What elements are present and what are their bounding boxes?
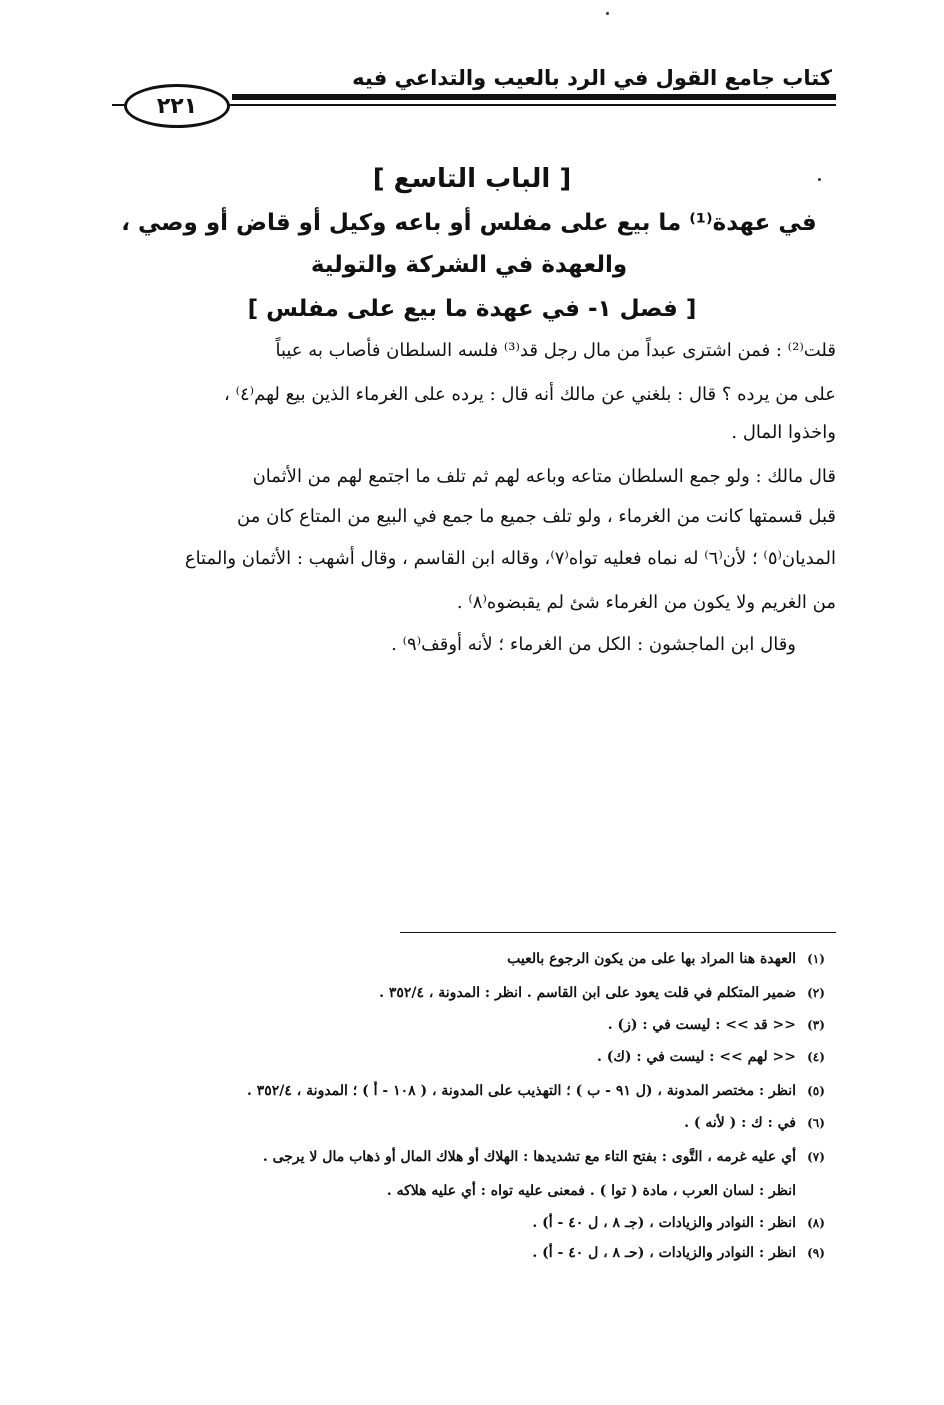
footnote-5 — [116, 1080, 836, 1102]
body-line: على من يرده ؟ قال : بلغني عن مالك أنه قال : يرده على الغرماء الذين بيع لهم⁽٤⁾ ، — [224, 384, 836, 405]
footnote-separator — [400, 932, 836, 933]
footnote-3 — [116, 1014, 836, 1036]
footnote-7-continuation — [116, 1180, 836, 1202]
footnote-text: في : ك : ( لأنه ) . — [684, 1115, 796, 1131]
section-title: [ فصل ١- في عهدة ما بيع على مفلس ] — [247, 296, 697, 322]
body-line: واخذوا المال . — [731, 422, 836, 443]
footnote-9 — [116, 1242, 836, 1264]
footnote-6 — [116, 1112, 836, 1134]
footnote-text: << قد >> : ليست في : (ز) . — [607, 1017, 796, 1033]
footnote-number: (٧) — [807, 1150, 825, 1164]
footnote-number: (٦) — [807, 1116, 825, 1130]
body-line: المديان⁽٥⁾ ؛ لأن⁽٦⁾ له نماه فعليه تواه⁽٧⁾، وقاله ابن القاسم ، وقال أشهب : الأثمان والمتاع — [184, 548, 836, 569]
footnote-text: << لهم >> : ليست في : (ك) . — [596, 1049, 796, 1065]
footnote-number: (١) — [807, 952, 825, 966]
footnote-1 — [116, 948, 836, 970]
footnote-number: (٣) — [807, 1018, 825, 1032]
footnote-text: أي عليه غرمه ، التَّوى : بفتح التاء مع تشديدها : الهلاك أو هلاك المال أو ذهاب مال لا يرجى . — [262, 1149, 796, 1165]
body-line: من الغريم ولا يكون من الغرماء شئ لم يقبضوه⁽٨⁾ . — [456, 592, 836, 613]
footnote-8 — [116, 1212, 836, 1234]
chapter-subtitle-line-1: في عهدة⁽¹⁾ ما بيع على مفلس أو باعه وكيل أو قاض أو وصي ، — [121, 210, 817, 236]
footnote-number: (٨) — [807, 1216, 825, 1230]
chapter-subtitle-line-2: والعهدة في الشركة والتولية — [310, 252, 628, 278]
page-number: ٢٢١ — [124, 84, 230, 128]
footnote-7 — [116, 1146, 836, 1168]
footnote-text: العهدة هنا المراد بها على من يكون الرجوع بالعيب — [507, 951, 796, 967]
footnote-number: (٩) — [807, 1246, 825, 1260]
footnote-number: (٢) — [807, 986, 825, 1000]
footnote-text: انظر : النوادر والزيادات ، (حـ ٨ ، ل ٤٠ - أ) . — [532, 1245, 796, 1261]
header-rule — [232, 94, 836, 100]
footnote-text: انظر : لسان العرب ، مادة ( توا ) . فمعنى عليه تواه : أي عليه هلاكه . — [386, 1183, 796, 1199]
footnote-text: ضمير المتكلم في قلت يعود على ابن القاسم . انظر : المدونة ، ٣٥٢/٤ . — [379, 985, 796, 1001]
body-line: قلت⁽²⁾ : فمن اشترى عبداً من مال رجل قد⁽³⁾ فلسه السلطان فأصاب به عيباً — [275, 340, 836, 361]
body-line: وقال ابن الماجشون : الكل من الغرماء ؛ لأنه أوقف⁽٩⁾ . — [391, 634, 796, 655]
footnote-4 — [116, 1046, 836, 1068]
footnote-2 — [116, 982, 836, 1004]
chapter-label: [ الباب التاسع ] — [372, 164, 572, 194]
footnote-text: انظر : مختصر المدونة ، (ل ٩١ - ب ) ؛ التهذيب على المدونة ، ( ١٠٨ - أ ) ؛ المدونة ، ٣٥٢/٤ . — [246, 1083, 796, 1099]
scan-speck — [606, 12, 609, 15]
footnote-number: (٤) — [807, 1050, 825, 1064]
body-line: قال مالك : ولو جمع السلطان متاعه وباعه لهم ثم تلف ما اجتمع لهم من الأثمان — [252, 466, 836, 487]
running-header-title: كتاب جامع القول في الرد بالعيب والتداعي فيه — [352, 66, 832, 90]
body-line: قبل قسمتها كانت من الغرماء ، ولو تلف جميع ما جمع في البيع من المتاع كان من — [237, 506, 836, 527]
footnote-number: (٥) — [807, 1084, 825, 1098]
footnote-text: انظر : النوادر والزيادات ، (جـ ٨ ، ل ٤٠ - أ) . — [532, 1215, 796, 1231]
